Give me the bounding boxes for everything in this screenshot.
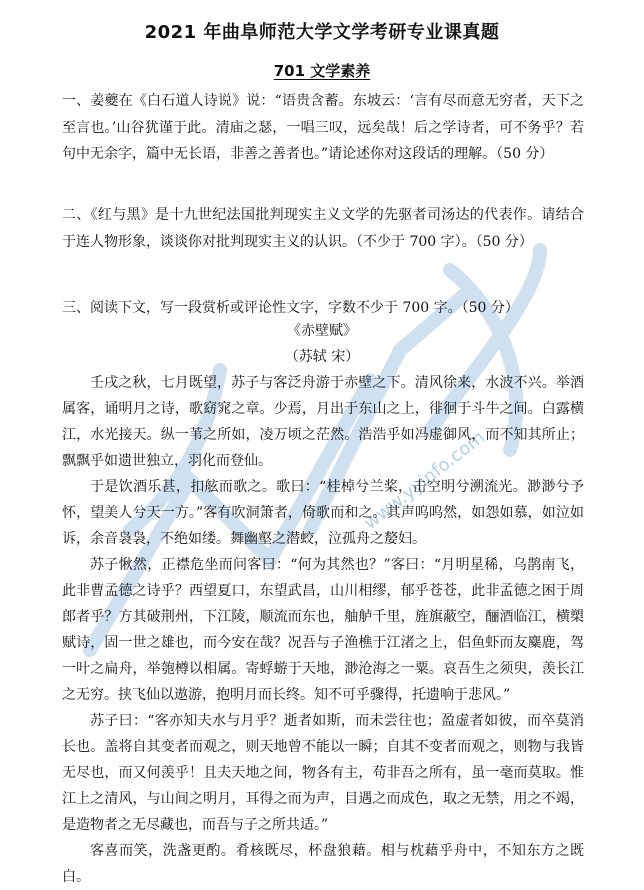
poem-paragraph: 壬戌之秋，七月既望，苏子与客泛舟游于赤壁之下。清风徐来，水波不兴。举酒属客，诵明月之诗，歌窈窕之章。少焉，月出于东山之上，徘徊于斗牛之间。白露横江，水光接天。纵一苇之所如，凌万顷之茫然。浩浩乎如冯虚御风，而不知其所止；飘飘乎如遗世独立，羽化而登仙。 — [62, 375, 584, 469]
subject-code: 701 文学素养 — [273, 62, 371, 80]
subject-heading — [0, 60, 644, 81]
question-3: 三、阅读下文，写一段赏析或评论性文字，字数不少于 700 字。（50 分） — [62, 300, 519, 316]
poem-title: 《赤壁赋》 — [287, 323, 357, 339]
question-1: 一、姜夔在《白石道人诗说》说：“语贵含蓄。东坡云：‘言有尽而意无穷者，天下之至言也。’山谷犹谨于此。清庙之瑟，一唱三叹，远矣哉！后之学诗者，可不务乎？若句中无余字，篇中无长语，非善之善者也。”请论述你对这段话的理解。（50 分） — [62, 93, 584, 162]
poem-paragraph: 客喜而笑，洗盏更酌。肴核既尽，杯盘狼藉。相与枕藉乎舟中，不知东方之既白。 — [62, 843, 584, 885]
poem-text — [62, 370, 584, 890]
exam-title: 2021 年曲阜师范大学文学考研专业课真题 — [144, 22, 500, 43]
poem-paragraph: 苏子愀然，正襟危坐而问客曰：“何为其然也？”客曰：“月明星稀，乌鹊南飞，此非曹孟德之诗乎？西望夏口，东望武昌，山川相缪，郁乎苍苍，此非孟德之困于周郎者乎？方其破荆州，下江陵，顺流而东也，舳舻千里，旌旗蔽空，酾酒临江，横槊赋诗，固一世之雄也，而今安在哉？况吾与子渔樵于江渚之上，侣鱼虾而友麋鹿，驾一叶之扁舟，举匏樽以相属。寄蜉蝣于天地，渺沧海之一粟。哀吾生之须臾，羡长江之无穷。挟飞仙以遨游，抱明月而长终。知不可乎骤得，托遗响于悲风。” — [62, 557, 584, 703]
poem-paragraph: 于是饮酒乐甚，扣舷而歌之。歌曰：“桂棹兮兰桨，击空明兮溯流光。渺渺兮予怀，望美人兮天一方。”客有吹洞箫者，倚歌而和之。其声呜呜然，如怨如慕，如泣如诉，余音袅袅，不绝如缕。舞幽壑之潜蛟，泣孤舟之嫠妇。 — [62, 479, 584, 547]
poem-paragraph: 苏子曰：“客亦知夫水与月乎？逝者如斯，而未尝往也；盈虚者如彼，而卒莫消长也。盖将自其变者而观之，则天地曾不能以一瞬；自其不变者而观之，则物与我皆无尽也，而又何羡乎！且夫天地之间，物各有主，苟非吾之所有，虽一毫而莫取。惟江上之清风，与山间之明月，耳得之而为声，目遇之而成色，取之无禁，用之不竭，是造物者之无尽藏也，而吾与子之所共适。” — [62, 713, 584, 833]
question-2: 二、《红与黑》是十九世纪法国批判现实主义文学的先驱者司汤达的代表作。请结合于连人物形象，谈谈你对批判现实主义的认识。（不少于 700 字）。（50 分） — [62, 207, 584, 250]
poem-author: （苏轼 宋） — [284, 349, 360, 365]
watermark-url: www.yyinfo.com — [360, 426, 490, 534]
